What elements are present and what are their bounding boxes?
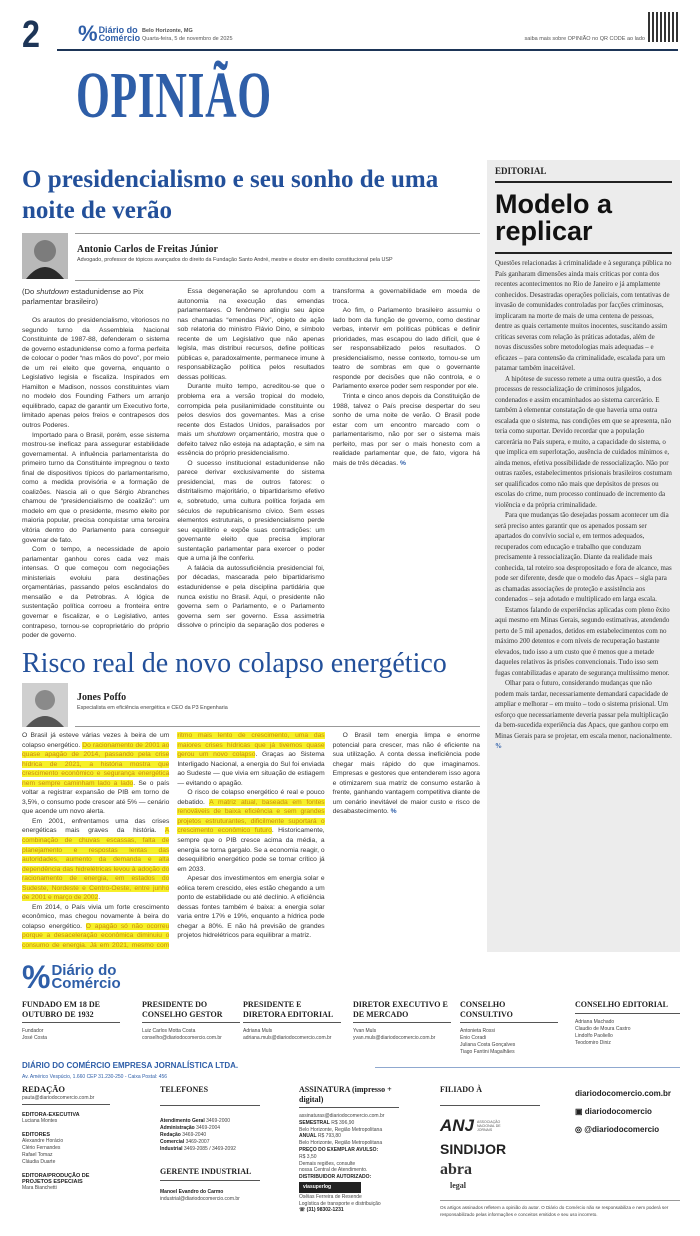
staff-column [575, 1000, 680, 1047]
text-segment: Durante muito tempo, acreditou-se que o problema era a versão tropical do modelo, corrompida pela pusilanimidade constituinte ou pelos desvios dos governantes. Mas a crise recente dos Estados Unidos, paralisados por mais um [177, 383, 325, 439]
paragraph: O sucesso institucional estadunidense não parece derivar exclusivamente do sistema presidencial, mas de outros fatores: o distritalismo majoritário, o bipartidarismo efetivo e, sobretudo, uma cultura política forjada em séculos de republicanismo cívico. Sem esses elementos estruturais, o presidencialismo perde seu equilíbrio e expõe suas contradições: um governante eleito que precisa implorar sustentação parlamentar para exercer o poder que a urna já lhe conferiu. [177, 459, 325, 563]
text-segment: estadunidense ao Pix parlamentar brasileiro) [22, 287, 144, 306]
staff-heading: DIRETOR EXECUTIVO E DE MERCADO [353, 1000, 451, 1023]
paragraph [495, 678, 672, 752]
phone-label: Redação [160, 1131, 181, 1138]
company-address: Av. Américo Vespúcio, 1.660 CEP 31.230-250 - Caixa Postal: 456 [22, 1074, 168, 1080]
viasuperlog-logo: viasuperlog [299, 1182, 361, 1193]
telefones-column [160, 1085, 260, 1203]
author2-photo [22, 683, 68, 727]
paragraph [22, 817, 169, 903]
text-segment: O risco de colapso energético é real e pouco debatido. [177, 789, 325, 806]
instagram-link[interactable]: @diariodocomercio [584, 1125, 660, 1134]
text-segment: shutdown [36, 287, 69, 296]
editorial-label: EDITORIAL [495, 166, 672, 183]
anual-price: R$ 793,80 [317, 1133, 341, 1140]
anj-subtitle: ASSOCIAÇÃO NACIONAL DE JORNAIS [477, 1119, 501, 1132]
staff-line: Enio Coradi [460, 1035, 487, 1041]
anual-label: ANUAL [299, 1133, 317, 1140]
qr-code-icon[interactable] [648, 12, 678, 42]
paragraph: Com o tempo, a necessidade de apoio parlamentar ganhou cores cada vez mais intensas. O que começou com negociações ministeriais evoluiu para destinações orçamentárias, passando pelos escândalos do mensalão e da Petrobras. A lógica de sustentação política corroeu a fronteira entre governar e fiscalizar, e o Legislativo, antes contrapeso, tornou-se coproprietário do próprio poder de governo. [22, 546, 170, 640]
staff-line: adriana.muls@diariodocomercio.com.br [243, 1035, 332, 1041]
phone-number[interactable]: 3469-2085 / 3469-2092 [183, 1145, 236, 1152]
text-segment: (Do [22, 287, 37, 296]
staff-line: Claudio de Moura Castro [575, 1025, 631, 1032]
redacao-email[interactable]: pauta@diariodocomercio.com.br [22, 1095, 110, 1105]
facebook-icon: ▣ [575, 1107, 583, 1116]
paragraph [177, 382, 324, 458]
staff-column [353, 1000, 451, 1042]
staff-line: Antonieta Rossi [460, 1028, 496, 1034]
staff-line: conselho@diariodocomercio.com.br [142, 1035, 222, 1041]
paragraph [22, 731, 169, 817]
staff-line: Adriana Machado [575, 1018, 615, 1025]
redacao-groups [22, 1112, 110, 1192]
staff-line: Yvan Muls [353, 1028, 377, 1034]
paragraph: A hipótese de sucesso remete a uma outra questão, a dos processos de ressocialização de criminosos julgados, condenados e assim encaminhados ao sistema carcerário. E também à elementar constatação de que haveria uma outra escalada que o sistema, nas condições em que se apresenta, não teria como suportar. Devido recordar que a população carcerária no País supera, e muito, a capacidade do sistema, o que implica em superlotação, ausência de cuidados mínimos e, ainda menos, efetiva possibilidade de ressocialização. Não por outras razões, estabelecimentos prisionais brasileiros costumam ser qualificados como não mais que depósitos de presos ou escolas do crime, num processo continuado de incremento da violência e da própria criminalidade. [495, 374, 672, 509]
phone-number[interactable]: 3469-2040 [182, 1131, 207, 1138]
paragraph: Questões relacionadas à criminalidade e à segurança pública no País ganharam dimensões ainda mais críticas por conta dos recentes acontecimentos no Rio de Janeiro e já amplamente conhecidos. Desastradas operações policiais, com tentativas de invasão de comunidades controladas por facções criminosas, implicaram na morte de mais de uma centena de pessoas, dentre as quais certamente muitos inocentes, suscitando assim críticas severas com relação às práticas adotadas, além de novas discussões sobre metodologias mais adequadas – e eficazes – para contensão da criminalidade, escalada para um patamar também inaceitável. [495, 259, 672, 372]
redacao-name: Clério Fernandes [22, 1144, 61, 1151]
phone-label: Administração [160, 1124, 195, 1131]
paragraph: Estamos falando de experiências aplicadas com pleno êxito aqui mesmo em Minas Gerais, segundo estimativas, atendendo perto de 5 mil apenados, detidos em estabelecimentos com no máximo 200 detentos e com níveis de recuperação bastante elevados, tudo isso a um custo que é menos que a metade daqueles relativos às prisões convencionais. Tudo isso sem fugas contabilizadas e aparato de segurança multíssimo menor. [495, 605, 670, 677]
author1-photo [22, 233, 68, 279]
abra-subtitle: legal [450, 1180, 466, 1190]
qr-note: saiba mais sobre OPINIÃO no QR CODE ao lado [524, 36, 645, 42]
assinatura-email[interactable]: assinaturas@diariodocomercio.com.br [299, 1113, 385, 1119]
avulso-heading: PREÇO DO EXEMPLAR AVULSO: [299, 1146, 379, 1153]
article1-body [22, 287, 480, 642]
staff-column [22, 1000, 120, 1042]
demais-1: Demais regiões, consulte [299, 1160, 356, 1167]
phone-number[interactable]: 3469-2000 [206, 1117, 231, 1124]
phone-row [160, 1118, 260, 1125]
staff-line: Lindolfo Paoliello [575, 1032, 613, 1039]
filiado-column [440, 1085, 540, 1193]
redacao-group-heading: EDITORA/PRODUÇÃO DE PROJETOS ESPECIAIS [22, 1172, 90, 1185]
social-column [575, 1089, 671, 1143]
company-name: DIÁRIO DO COMÉRCIO EMPRESA JORNALÍSTICA LTDA. [22, 1061, 239, 1070]
instagram-icon: ◎ [575, 1125, 582, 1134]
anj-logo [440, 1116, 540, 1136]
staff-heading: CONSELHO CONSULTIVO [460, 1000, 558, 1023]
header-meta [142, 27, 233, 43]
highlighted-text: A combinação de chuvas escassas, falta de planejamento e respostas lentas das autoridades, aumento da demanda e alta dependência das hidrelétricas levou à adoção do racionamento de energia, em estados do Sudeste, Nordeste e Centro-Oeste, entre junho de 2001 e março de 2002 [22, 827, 170, 902]
phone-label: Comercial [160, 1138, 185, 1145]
redacao-group-heading: EDITORES [22, 1131, 51, 1138]
city: Belo Horizonte, MG [142, 28, 193, 34]
staff-line: Luiz Carlos Motta Costa [142, 1028, 196, 1034]
staff-heading: CONSELHO EDITORIAL [575, 1000, 680, 1014]
gerente-heading: GERENTE INDUSTRIAL [160, 1167, 260, 1182]
disclaimer: Os artigos assinados refletem a opinião do autor. O Diário do Comércio não se responsabiliza e nem poderá ser responsabilizado pelas informações e conceitos emitidos e seu uso incorreto. [440, 1200, 680, 1218]
logo-line1: Diário do [98, 24, 138, 35]
abra-text: abra [440, 1160, 472, 1178]
phone-row [160, 1125, 260, 1132]
masthead-logo[interactable] [78, 21, 141, 46]
paragraph: Ao fim, o Parlamento brasileiro assumiu o lado bom da função de governo, como destinar verbas, intervir em políticas públicas e definir prioridades, mas escapou do lado difícil, que é ser responsabilizado pelos resultados. O presidencialismo, nesse contexto, tornou-se um teatro de sombras em que o governante responde por decisões que não controla, e o Parlamento exerce poder sem responder por ele. [332, 307, 480, 391]
abra-logo [440, 1160, 540, 1193]
staff-column [142, 1000, 240, 1042]
author-photo-icon [22, 233, 68, 279]
page-number: 2 [22, 14, 40, 56]
footer-logo-line2: Comércio [51, 975, 121, 993]
paragraph: A falácia da autossuficiência presidencial foi, por décadas, mascarada pelo bipartidarismo estadunidense e pela disciplina partidária que nunca existiu no Brasil. Aqui, o presidente não governa sem o Parlamento, e o Parlamento governa sem ser governo. Essa assimetria dissolve o princípio da separação dos poderes e transforma a governabilidade em moeda de troca. [177, 288, 480, 630]
demais-2: nossa Central de Atendimento. [299, 1167, 368, 1174]
end-mark: % [399, 459, 406, 467]
paragraph [333, 731, 480, 817]
text-segment: Em 2014, o País vivia um forte crescimento econômico, mas chegou novamente à beira do colapso energético. [22, 903, 170, 930]
article2-title: Risco real de novo colapso energético [22, 648, 447, 679]
gerente-name: Manoel Evandro do Carmo [160, 1189, 224, 1195]
text-segment: . Graças ao Sistema Interligado Nacional, a energia do Sul foi enviada ao Sudeste — que vivia em situação de estiagem — evitando o apagão. [177, 751, 325, 787]
author1-block [75, 233, 480, 281]
text-segment: Trinta e cinco anos depois da Constituição de 1988, talvez o País precise despertar do seu sonho de uma noite de verão. O Brasil pode estar com um encontro marcado com o parlamentarismo, não por ser o sistema mais perfeito, mas por ser o mais honesto com a realidade parlamentar que, de fato, vigora há mais de três décadas. [332, 393, 480, 467]
phone-row [160, 1139, 260, 1146]
redacao-name: Cláudia Duarte [22, 1158, 56, 1165]
staff-column [460, 1000, 558, 1056]
staff-line: Juliana Costa Gonçalves [460, 1042, 516, 1048]
footer-logo-line1: Diário do [51, 961, 117, 979]
text-segment: Olhar para o futuro, considerando mudanças que não podem mais tardar, necessariamente demandará capacidade de ampliar e melhorar – em muito – todo o sistema prisional. Um esforço que necessariamente deveria passar pela multiplicação da bem-sucedida experiência das Apacs, que ganhou corpo em Minas Gerais para se projetar, em escala menor, nacionalmente. [495, 679, 672, 740]
highlighted-text: A matriz atual, baseada em fontes renováveis de baixa eficiência e sem grandes projetos estruturantes, dificilmente suportará o crescimento econômico futuro [177, 798, 325, 835]
phone-number[interactable]: 3469-2007 [185, 1138, 210, 1145]
semestral-label: SEMESTRAL [299, 1119, 330, 1126]
semestral-price: R$ 396,90 [331, 1119, 355, 1126]
gerente-email[interactable]: industrial@diariodocomercio.com.br [160, 1196, 240, 1202]
staff-line: Adriana Muls [243, 1028, 273, 1034]
paragraph: Essa degeneração se aprofundou com a autonomia na execução das emendas parlamentares. O fenômeno atingiu seu ápice nas chamadas “emendas Pix”, objeto de ação sob relatoria do ministro Flávio Dino, e símbolo recente de um Legislativo que não apenas legisla, mas distribui recursos, define políticas públicas e, paradoxalmente, permanece imune à responsabilização política pelos resultados dessas políticas. [177, 288, 325, 381]
assinatura-column [299, 1085, 399, 1214]
date: Quarta-feira, 5 de novembro de 2025 [142, 36, 233, 42]
end-mark: % [390, 808, 397, 816]
distribuidor-desc: Logística de transporte e distribuição [299, 1200, 381, 1207]
text-segment: shutdown [207, 431, 236, 439]
distribuidor-heading: DISTRIBUIDOR AUTORIZADO: [299, 1174, 372, 1181]
staff-heading: PRESIDENTE E DIRETORA EDITORIAL [243, 1000, 341, 1023]
phone-number[interactable]: 3469-2004 [196, 1124, 221, 1131]
telefones-list [160, 1118, 260, 1153]
article1-title: O presidencialismo e seu sonho de uma noite de verão [22, 166, 439, 224]
author-photo-icon [22, 683, 68, 727]
phone-label: Atendimento Geral [160, 1117, 205, 1124]
anj-text: ANJ [440, 1115, 475, 1135]
section-title: OPINIÃO [76, 59, 272, 132]
author1-name: Antonio Carlos de Freitas Júnior [77, 244, 218, 255]
text-segment: O Brasil já esteve várias vezes à beira de um colapso energético. [22, 732, 170, 749]
redacao-name: Alexandre Horácio [22, 1137, 64, 1144]
redacao-name: Mara Bianchetti [22, 1184, 57, 1191]
phone-row [160, 1146, 260, 1153]
editorial-box [487, 160, 680, 952]
paragraph: Os arautos do presidencialismo, vitoriosos no segundo turno da Assembleia Nacional Constituinte de 1987-88, defenderam o sistema de governo estadunidense como a forma perfeita de colocar o poder “nas mãos do povo”, por meio de um rei eleito que governa, enquanto o Legislativo legisla e fiscaliza. Inspirados em Hamilton e Madison, nossos constituintes viam no modelo dos Founding Fathers um arranjo equilibrado, capaz de garantir um Executivo forte, limitado apenas pelos freios e contrapesos dos outros Poderes. [22, 317, 170, 430]
paragraph: Apesar dos investimentos em energia solar e eólica terem crescido, eles estão chegando a um ponto de estabilidade ou até declínio. A eficiência dessas fontes também é baixa: a energia solar varia entre 17% e 19%, enquanto a hídrica pode chegar a 80%. E não há previsão de grandes projetos hidrelétricos para equilibrar a matriz. [177, 875, 325, 940]
avulso-price: R$ 3,50 [299, 1153, 317, 1160]
highlighted-text: Do racionamento de 2001 ao quase apagão de 2014, passando pela crise hídrica de 2021, a história mostra que crescimento econômico e segurança energética nem sempre caminham lado a lado [22, 741, 170, 787]
paragraph [22, 287, 169, 307]
phone-label: Industrial [160, 1145, 183, 1152]
paragraph [177, 788, 324, 874]
site-link[interactable]: diariodocomercio.com.br [575, 1089, 672, 1098]
redacao-column [22, 1085, 110, 1192]
staff-line: Fundador [22, 1028, 44, 1034]
phone-row [160, 1132, 260, 1139]
assinatura-heading: ASSINATURA (impresso + digital) [299, 1085, 399, 1108]
staff-column [243, 1000, 341, 1042]
highlighted-text: O apagão só não ocorreu porque a desaceleração econômica diminuiu o consumo de energia. Já em 2021, mesmo com ritmo mais lento de crescimento, uma das maiores crises hídricas que já tivemos quase gerou um novo colapso [22, 732, 325, 950]
paragraph: Importado para o Brasil, porém, esse sistema mostrou-se ineficaz para assegurar estabilidade governamental. A influência parlamentarista do primeiro turno da Constituinte impregnou o texto final de dispositivos típicos do parlamentarismo, como a medida provisória e a formação de coalizões. Nascia ali o que Sérgio Abranches chamou de “presidencialismo de coalizão”: um modelo em que o presidente, mesmo eleito por maioria popular, precisa conquistar uma terceira vitória dentro do Parlamento para conseguir governar de fato. [22, 431, 170, 544]
text-segment: . Historicamente, sempre que o PIB cresce acima da média, a energia se torna gargalo. Se a economia reagir, o desequilíbrio energético pode se tornar crítico já em 2033. [177, 827, 325, 873]
redacao-heading: REDAÇÃO [22, 1084, 65, 1094]
redacao-group-heading: EDITORA-EXECUTIVA [22, 1111, 80, 1118]
facebook-link[interactable]: diariodocomercio [584, 1107, 652, 1116]
editorial-body [495, 258, 672, 752]
staff-heading: PRESIDENTE DO CONSELHO GESTOR [142, 1000, 240, 1023]
filiado-heading: FILIADO À [440, 1085, 540, 1106]
author2-name: Jones Poffo [77, 692, 127, 703]
distribuidor-name: Osêias Ferreira de Resende [299, 1193, 362, 1200]
author2-desc: Especialista em eficiência energética e CEO da P3 Engenharia [77, 705, 228, 711]
divider [375, 1067, 680, 1068]
footer-logo[interactable] [22, 959, 121, 995]
text-segment: . Se o país voltar a registrar expansão de PIB em torno de 3,5%, o consumo pode crescer até 5% — cenário que acende um novo alerta. [22, 779, 170, 816]
paragraph [333, 392, 480, 468]
end-mark: % [495, 742, 502, 750]
staff-line: José Costa [22, 1035, 48, 1041]
text-segment: Em 2001, enfrentamos uma das crises energéticas mais graves da história. [22, 817, 170, 835]
text-segment: . [98, 894, 101, 902]
sindijor-logo: SINDIJOR [440, 1140, 507, 1157]
staff-line: Teodomiro Diniz [575, 1039, 611, 1046]
whatsapp-icon: ☏ [299, 1207, 306, 1214]
logo-line2: Comércio [98, 32, 141, 43]
distribuidor-phone[interactable]: (31) 98302-1231 [306, 1207, 344, 1214]
text-segment: O Brasil tem energia limpa e enorme potencial para crescer, mas não é eficiente na sua utilização. A conta dessa ineficiência pode chegar mais rápido do que imaginamos. Empresas e gestores que entenderem isso agora e otimizarem sua matriz de consumo estarão à frente, ganhando vantagem competitiva diante de um cenário inevitável de maior custo e risco de desabastecimento. [332, 732, 480, 816]
header-rule [57, 49, 678, 51]
author2-block [75, 683, 480, 727]
region-2: Belo Horizonte, Região Metropolitana [299, 1140, 383, 1147]
staff-line: yvan.muls@diariodocomercio.com.br [353, 1035, 436, 1041]
logo-percent-icon: % [78, 21, 96, 46]
logo-percent-icon: % [22, 959, 49, 995]
redacao-name: Luciana Montes [22, 1117, 58, 1124]
author1-desc: Advogado, professor de tópicos avançados do direito da Fundação Santo André, mestre e doutor em direito constitucional pela USP [77, 257, 393, 263]
staff-line: Tiago Fantini Magalhães [460, 1049, 515, 1055]
redacao-name: Rafael Tomaz [22, 1151, 53, 1158]
region-1: Belo Horizonte, Região Metropolitana [299, 1126, 383, 1133]
article2-body [22, 731, 480, 953]
telefones-heading: TELEFONES [160, 1085, 260, 1106]
text-segment: orçamentário, mostra que o defeito talvez não esteja na adaptação, e sim na essência do próprio presidencialismo. [177, 431, 325, 458]
paragraph: Para que mudanças tão desejadas possam acontecer um dia será preciso antes garantir que os apenados possam ser apartados do convívio social e, em termos adequados, recuperados com educação e trabalho que conduzam precisamente à ressocialização. Diante da realidade mais conhecida, tal roteiro soa despropositado e fora de alcance, mas pode ser diferente, desde que o modelo das Apacs – sigla para as chamadas associações de proteção e assistência aos condenados – seja adotado e multiplicado em larga escala. [495, 511, 672, 603]
editorial-title: Modelo a replicar [495, 183, 672, 254]
staff-heading: FUNDADO EM 18 DE OUTUBRO DE 1932 [22, 1000, 120, 1023]
